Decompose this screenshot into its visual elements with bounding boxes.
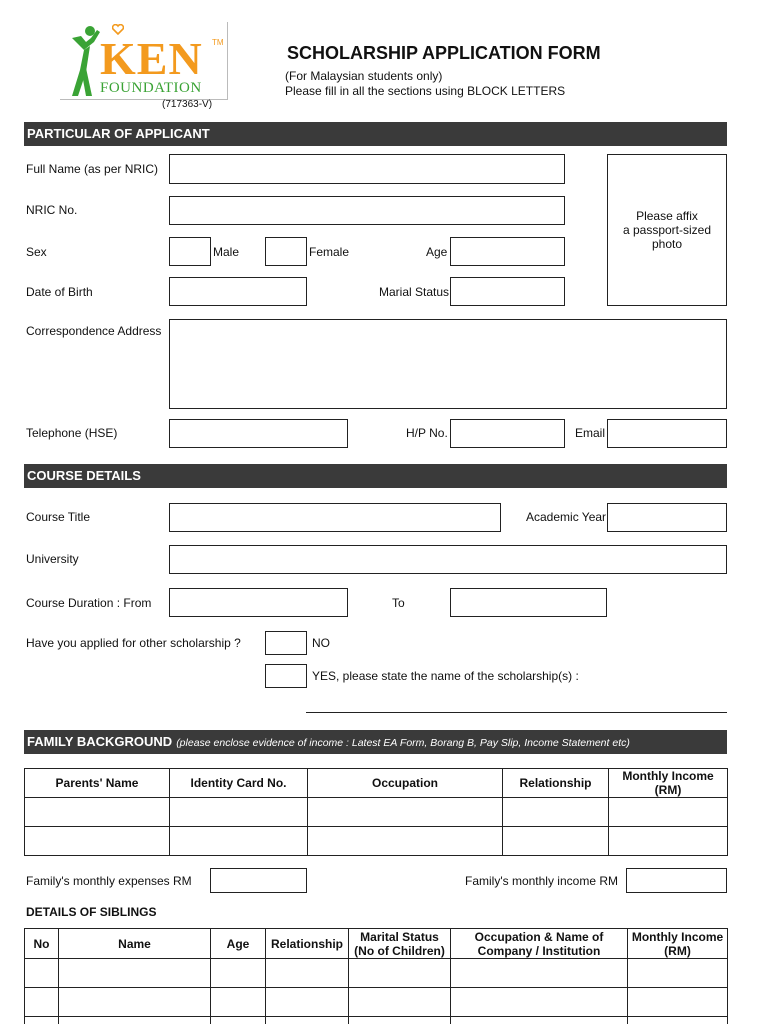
yes-label: YES, please state the name of the scholarship(s) : [312,669,579,683]
section-header-course: COURSE DETAILS [24,464,727,488]
nric-field[interactable] [169,196,565,225]
university-label: University [26,552,79,566]
hp-label: H/P No. [406,426,448,440]
table-cell[interactable] [308,798,503,827]
table-cell[interactable] [609,827,728,856]
male-checkbox[interactable] [169,237,211,266]
yes-checkbox[interactable] [265,664,307,688]
photo-text-1: Please affix [636,209,698,223]
hp-field[interactable] [450,419,565,448]
table-cell[interactable] [451,988,628,1017]
table-cell[interactable] [25,959,59,988]
telephone-field[interactable] [169,419,348,448]
monthly-expenses-field[interactable] [210,868,307,893]
table-cell[interactable] [25,988,59,1017]
col-identity-card: Identity Card No. [170,769,308,798]
course-from-field[interactable] [169,588,348,617]
table-cell[interactable] [170,798,308,827]
col-occupation-company: Occupation & Name of Company / Institution [451,929,628,959]
table-row [25,827,728,856]
course-to-field[interactable] [450,588,607,617]
parents-table-header [25,769,728,798]
course-title-field[interactable] [169,503,501,532]
col-parents-name: Parents' Name [25,769,170,798]
female-checkbox[interactable] [265,237,307,266]
monthly-expenses-label: Family's monthly expenses RM [26,874,192,888]
table-cell[interactable] [25,1017,59,1024]
logo-sub-text: FOUNDATION [100,80,202,96]
university-field[interactable] [169,545,727,574]
monthly-income-field[interactable] [626,868,727,893]
table-cell[interactable] [266,959,349,988]
siblings-heading: DETAILS OF SIBLINGS [26,905,157,919]
table-cell[interactable] [451,959,628,988]
family-note: (please enclose evidence of income : Latest EA Form, Borang B, Pay Slip, Income Statement etc) [176,737,630,749]
table-cell[interactable] [349,988,451,1017]
person-figure-icon [64,24,104,98]
table-cell[interactable] [349,1017,451,1024]
table-cell[interactable] [59,959,211,988]
other-scholarship-label: Have you applied for other scholarship ? [26,636,241,650]
col-relationship: Relationship [266,929,349,959]
no-label: NO [312,636,330,650]
col-name: Name [59,929,211,959]
table-cell[interactable] [349,959,451,988]
table-cell[interactable] [211,988,266,1017]
course-duration-label: Course Duration : From [26,596,152,610]
male-label: Male [213,245,240,259]
section-header-family [24,730,727,754]
photo-text-2: a passport-sized [622,223,712,237]
academic-year-label: Academic Year [526,510,607,524]
table-cell[interactable] [503,798,609,827]
nric-label: NRIC No. [26,203,78,217]
age-label: Age [426,245,448,259]
form-subtitle-2: Please fill in all the sections using BLOCK LETTERS [285,84,566,98]
table-cell[interactable] [266,988,349,1017]
address-label: Correspondence Address [26,324,162,338]
table-cell[interactable] [628,959,728,988]
table-cell[interactable] [503,827,609,856]
academic-year-field[interactable] [607,503,727,532]
table-cell[interactable] [211,1017,266,1024]
table-row [25,959,728,988]
email-field[interactable] [607,419,727,448]
col-relationship: Relationship [503,769,609,798]
col-monthly-income: Monthly Income (RM) [628,929,728,959]
form-subtitle-1: (For Malaysian students only) [285,69,443,83]
col-occupation: Occupation [308,769,503,798]
course-title-label: Course Title [26,510,91,524]
marital-status-field[interactable] [450,277,565,306]
siblings-table-header [25,929,728,959]
siblings-table [24,928,728,1024]
section-header-applicant: PARTICULAR OF APPLICANT [24,122,727,146]
telephone-label: Telephone (HSE) [26,426,118,440]
age-field[interactable] [450,237,565,266]
col-monthly-income: Monthly Income (RM) [609,769,728,798]
table-cell[interactable] [25,798,170,827]
table-row [25,988,728,1017]
email-label: Email [575,426,606,440]
full-name-field[interactable] [169,154,565,184]
full-name-label: Full Name (as per NRIC) [26,162,159,176]
family-heading: FAMILY BACKGROUND [27,734,173,749]
registration-number: (717363-V) [162,99,213,110]
col-no: No [25,929,59,959]
form-title: SCHOLARSHIP APPLICATION FORM [287,43,601,63]
table-cell[interactable] [266,1017,349,1024]
female-label: Female [309,245,350,259]
table-cell[interactable] [59,1017,211,1024]
parents-table [24,768,728,856]
logo-main-text: KEN [100,33,203,84]
table-cell[interactable] [451,1017,628,1024]
table-row [25,798,728,827]
photo-box [607,154,727,306]
table-cell[interactable] [170,827,308,856]
monthly-income-label: Family's monthly income RM [465,874,618,888]
table-cell[interactable] [609,798,728,827]
dob-label: Date of Birth [26,285,93,299]
table-cell[interactable] [628,988,728,1017]
table-row [25,1017,728,1024]
logo [60,22,228,100]
address-field[interactable] [169,319,727,409]
col-age: Age [211,929,266,959]
table-cell[interactable] [628,1017,728,1024]
dob-field[interactable] [169,277,307,306]
table-cell[interactable] [59,988,211,1017]
course-to-label: To [392,596,405,610]
photo-text-3: photo [651,237,683,251]
sex-label: Sex [26,245,47,259]
col-marital-status: Marital Status (No of Children) [349,929,451,959]
scholarship-name-line[interactable] [306,712,727,713]
marital-status-label: Marial Status [379,285,450,299]
table-cell[interactable] [211,959,266,988]
no-checkbox[interactable] [265,631,307,655]
table-cell[interactable] [308,827,503,856]
logo-tm: TM [212,38,224,47]
table-cell[interactable] [25,827,170,856]
